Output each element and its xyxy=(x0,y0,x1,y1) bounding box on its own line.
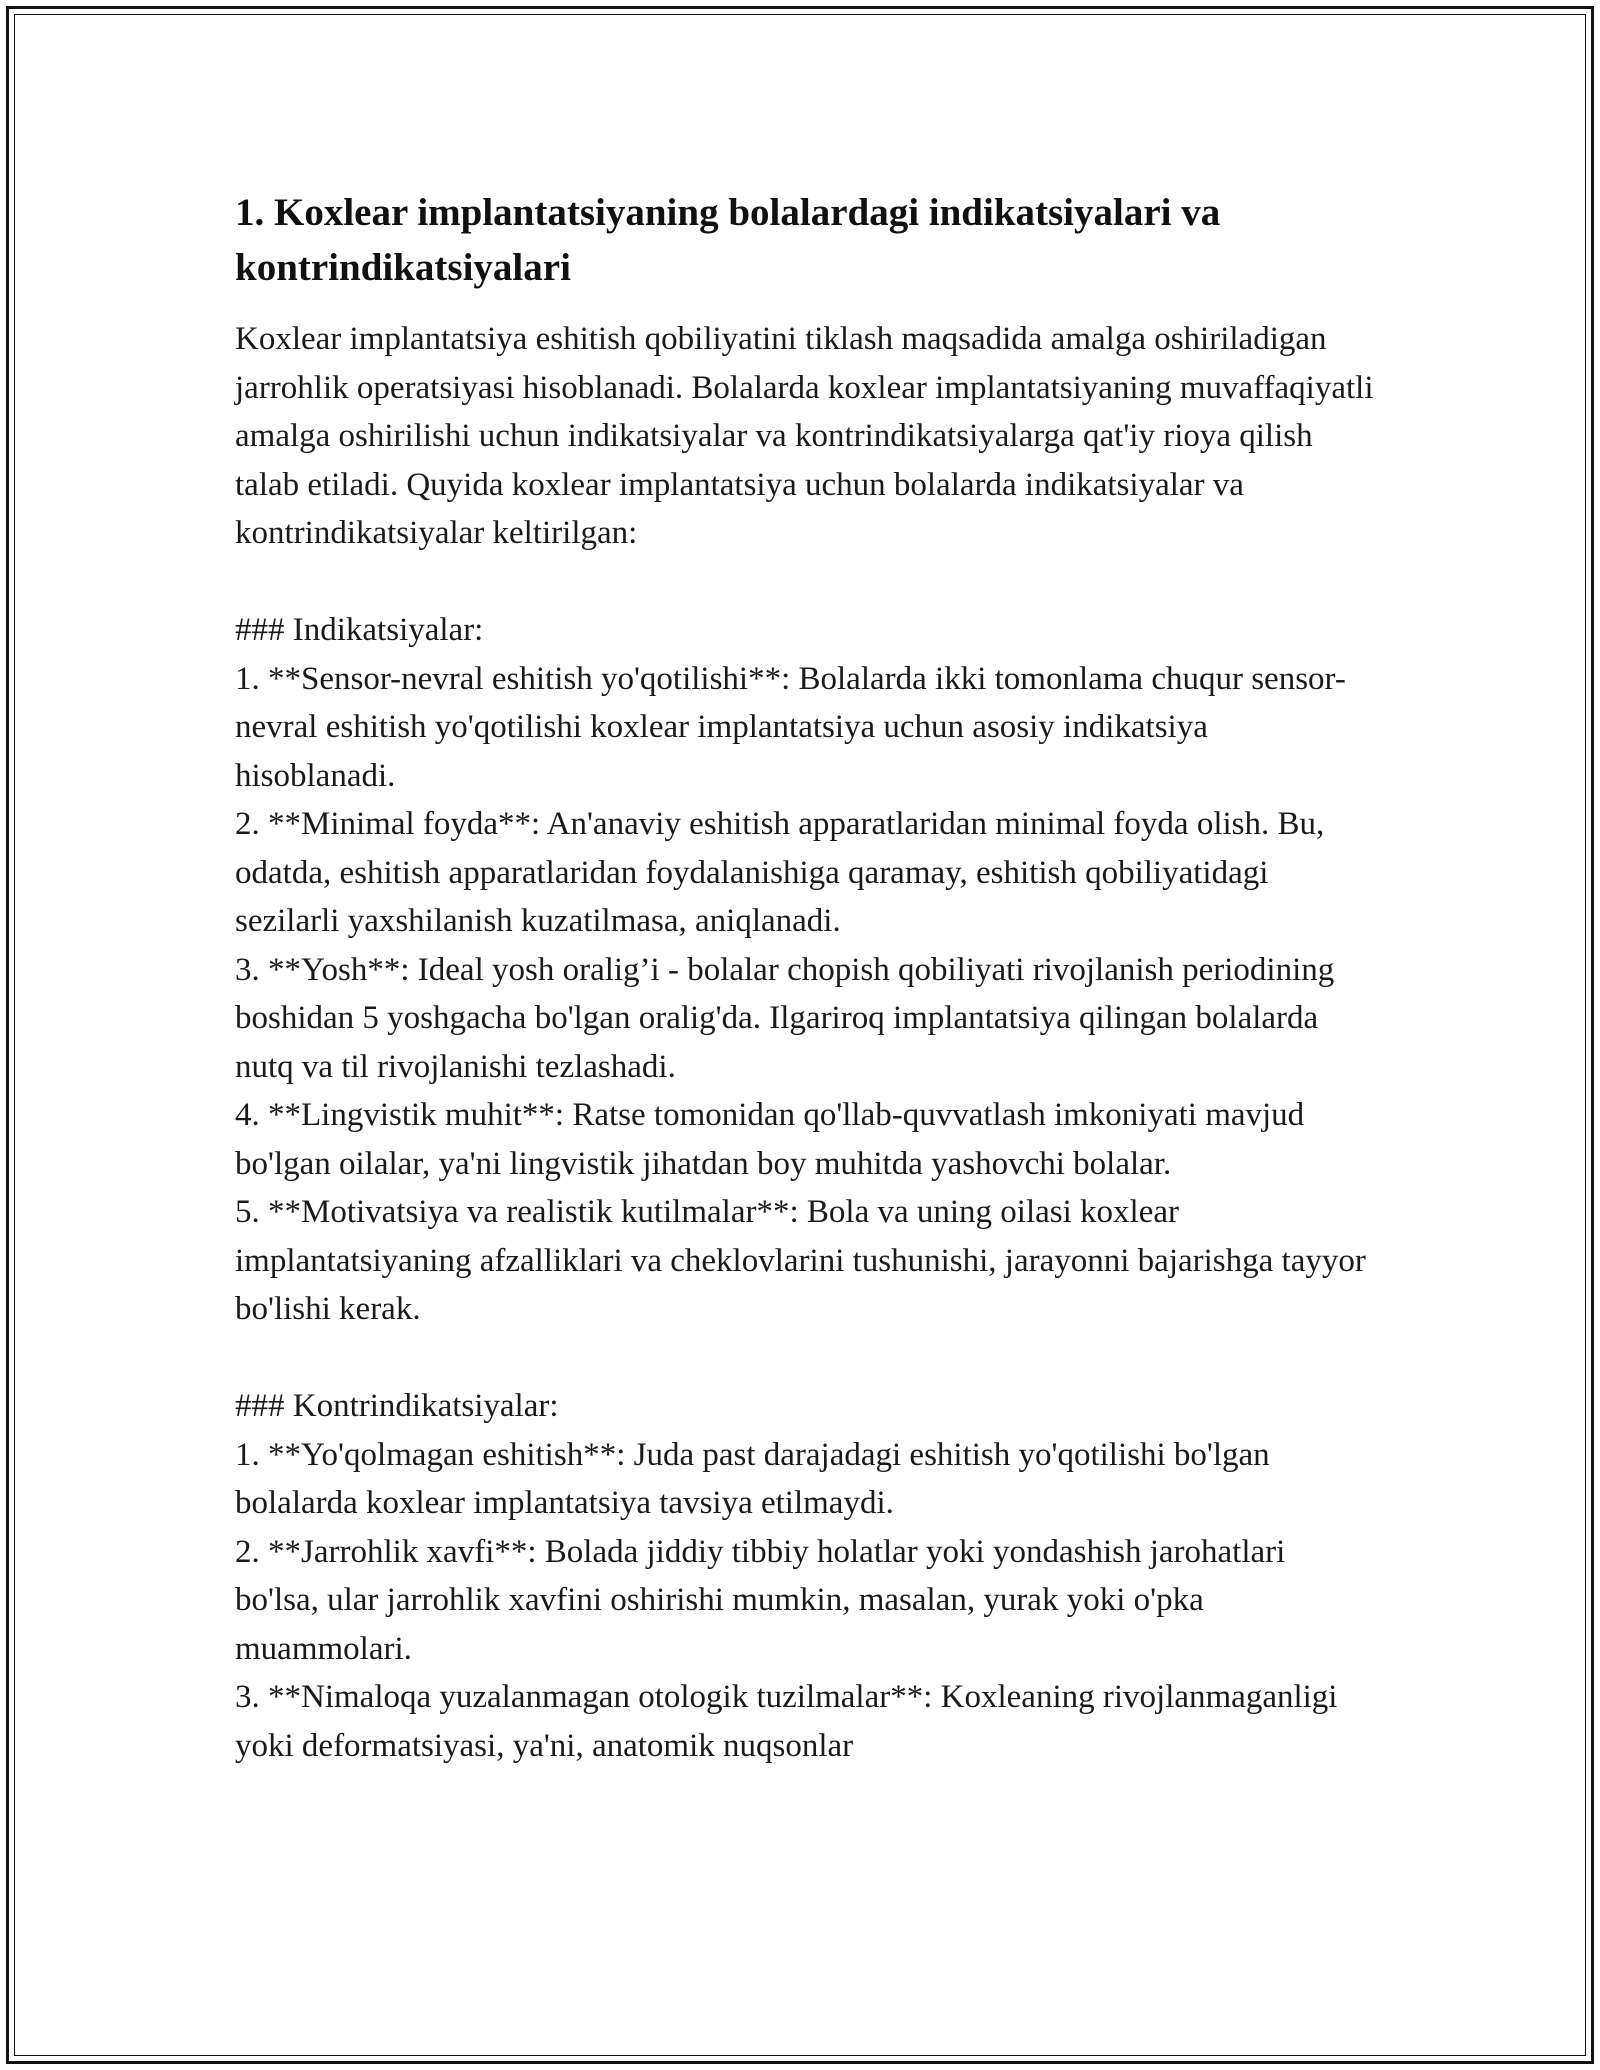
indication-item-1: 1. **Sensor-nevral eshitish yo'qotilishi**: Bolalarda ikki tomonlama chuqur sensor-nevral eshitish yo'qotilishi koxlear implantatsiya uchun asosiy indikatsiya hisoblanadi. xyxy=(235,660,1346,794)
indication-item-4: 4. **Lingvistik muhit**: Ratse tomonidan qo'llab-quvvatlash imkoniyati mavjud bo'lgan oilalar, ya'ni lingvistik jihatdan boy muhitda yashovchi bolalar. xyxy=(235,1097,1305,1182)
spacer xyxy=(235,558,1375,607)
indication-item-3: 3. **Yosh**: Ideal yosh oralig’i - bolalar chopish qobiliyati rivojlanish periodining boshidan 5 yoshgacha bo'lgan oralig'da. Ilgariroq implantatsiya qilingan bolalarda nutq va til rivojlanishi tezlashadi. xyxy=(235,951,1335,1085)
document-title: 1. Koxlear implantatsiyaning bolalardagi indikatsiyalari va kontrindikatsiyalari xyxy=(235,191,1221,289)
indication-item-2: 2. **Minimal foyda**: An'anaviy eshitish apparatlaridan minimal foyda olish. Bu, odatda, eshitish apparatlaridan foydalanishiga qaramay, eshitish qobiliyatidagi sezilarli yaxshilanish kuzatilmasa, aniqlanadi. xyxy=(235,806,1325,939)
intro-paragraph: Koxlear implantatsiya eshitish qobiliyatini tiklash maqsadida amalga oshiriladigan jarrohlik operatsiyasi hisoblanadi. Bolalarda koxlear implantatsiyaning muvaffaqiyatli amalga oshirilishi uchun indikatsiyalar va kontrindikatsiyalarga qat'iy rioya qilish talab etiladi. Quyida koxlear implantatsiya uchun bolalarda indikatsiyalar va kontrindikatsiyalar keltirilgan: xyxy=(235,321,1374,551)
contraindication-item-1: 1. **Yo'qolmagan eshitish**: Juda past darajadagi eshitish yo'qotilishi bo'lgan bolalarda koxlear implantatsiya tavsiya etilmaydi. xyxy=(235,1436,1270,1521)
spacer xyxy=(235,1334,1375,1383)
contraindications-heading: ### Kontrindikatsiyalar: xyxy=(235,1388,559,1424)
contraindication-item-3: 3. **Nimaloqa yuzalanmagan otologik tuzilmalar**: Koxleaning rivojlanmaganligi yoki deformatsiyasi, ya'ni, anatomik nuqsonlar xyxy=(235,1679,1338,1764)
document-body xyxy=(235,185,1375,1770)
indication-item-5: 5. **Motivatsiya va realistik kutilmalar**: Bola va uning oilasi koxlear implantatsiyaning afzalliklari va cheklovlarini tushunishi, jarayonni bajarishga tayyor bo'lishi kerak. xyxy=(235,1194,1366,1327)
contraindication-item-2: 2. **Jarrohlik xavfi**: Bolada jiddiy tibbiy holatlar yoki yondashish jarohatlari bo'lsa, ular jarrohlik xavfini oshirishi mumkin, masalan, yurak yoki o'pka muammolari. xyxy=(235,1533,1286,1667)
indications-heading: ### Indikatsiyalar: xyxy=(235,612,484,648)
